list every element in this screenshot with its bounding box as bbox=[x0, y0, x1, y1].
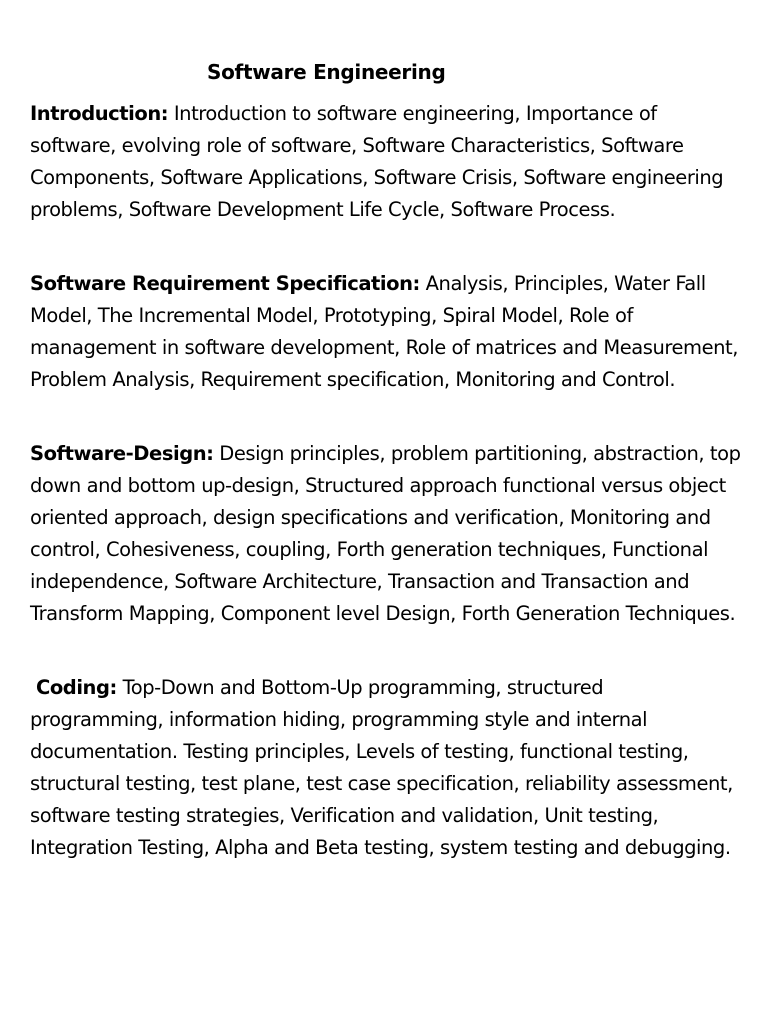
section-coding bbox=[30, 672, 742, 864]
section-heading-requirement-specification: Software Requirement Specification: bbox=[30, 272, 420, 295]
document-title: Software Engineering bbox=[207, 60, 446, 84]
section-introduction bbox=[30, 98, 742, 226]
section-body-introduction: Introduction to software engineering, Importance of software, evolving role of software, Software Characteristics, Software Components, Software Applications, Software Crisis, Software engineering problems, Software Development Life Cycle, Software Process. bbox=[30, 102, 724, 221]
section-heading-introduction: Introduction: bbox=[30, 102, 169, 125]
section-software-design bbox=[30, 438, 742, 630]
section-heading-coding: Coding: bbox=[36, 676, 117, 699]
section-requirement-specification bbox=[30, 268, 742, 396]
section-heading-software-design: Software-Design: bbox=[30, 442, 214, 465]
section-body-requirement-specification: Analysis, Principles, Water Fall Model, The Incremental Model, Prototyping, Spiral Model, Role of management in software development, Role of matrices and Measurement, Problem Analysis, Requirement specification, Monitoring and Control. bbox=[30, 272, 738, 391]
section-body-software-design: Design principles, problem partitioning, abstraction, top down and bottom up-design, Structured approach functional versus object oriented approach, design specifications and verification, Monitoring and control, Cohesiveness, coupling, Forth generation techniques, Functional independence, Software Architecture, Transaction and Transaction and Transform Mapping, Component level Design, Forth Generation Techniques. bbox=[30, 442, 741, 625]
section-body-coding: Top-Down and Bottom-Up programming, structured programming, information hiding, programming style and internal documentation. Testing principles, Levels of testing, functional testing, structural testing, test plane, test case specification, reliability assessment, software testing strategies, Verification and validation, Unit testing, Integration Testing, Alpha and Beta testing, system testing and debugging. bbox=[30, 676, 733, 859]
